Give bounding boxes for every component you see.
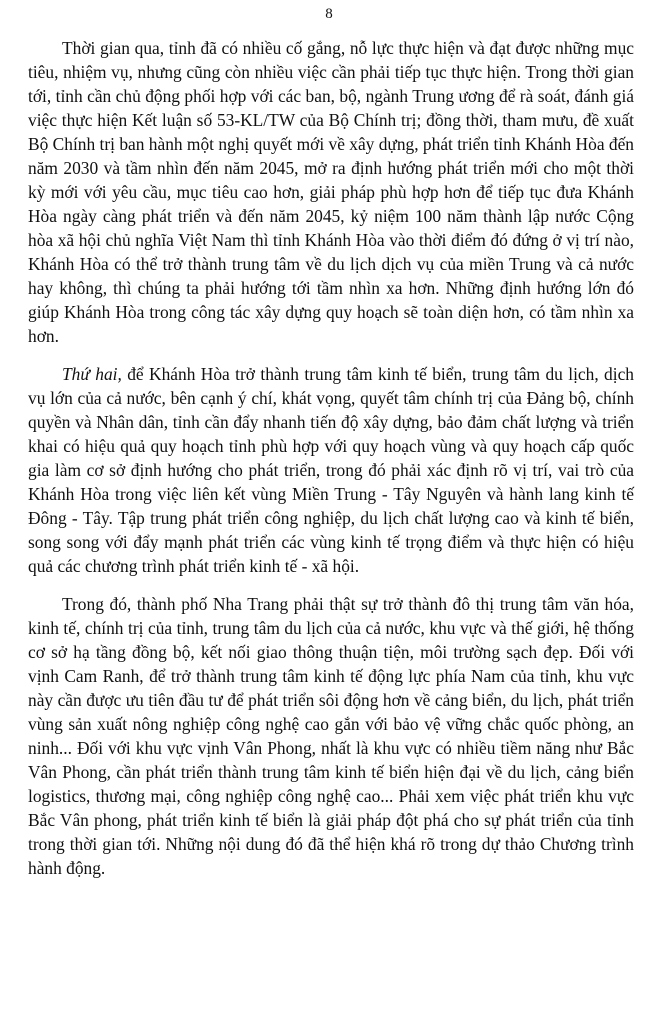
paragraph-2-text: để Khánh Hòa trở thành trung tâm kinh tế biển, trung tâm du lịch, dịch vụ lớn của cả nước, bên cạnh ý chí, khát vọng, quyết tâm chính trị của Đảng bộ, chính quyền và Nhân dân, tỉnh cần đẩy nhanh tiến độ xây dựng, bảo đảm chất lượng và triển khai có hiệu quả quy hoạch tỉnh phù hợp với quy hoạch vùng và quy hoạch cấp quốc gia làm cơ sở định hướng cho phát triển, trong đó phải xác định rõ vị trí, vai trò của Khánh Hòa trong việc liên kết vùng Miền Trung - Tây Nguyên và hành lang kinh tế Đông - Tây. Tập trung phát triển công nghiệp, du lịch chất lượng cao và kinh tế biển, song song với đẩy mạnh phát triển các vùng kinh tế trọng điểm và thực hiện có hiệu quả các chương trình phát triển kinh tế - xã hội. (28, 364, 634, 576)
paragraph-1 (28, 36, 634, 348)
paragraph-1-text: Thời gian qua, tỉnh đã có nhiều cố gắng, nỗ lực thực hiện và đạt được những mục tiêu, nhiệm vụ, nhưng cũng còn nhiều việc cần phải tiếp tục thực hiện. Trong thời gian tới, tỉnh cần chủ động phối hợp với các ban, bộ, ngành Trung ương để rà soát, đánh giá việc thực hiện Kết luận số 53-KL/TW của Bộ Chính trị; đồng thời, tham mưu, đề xuất Bộ Chính trị ban hành một nghị quyết mới về xây dựng, phát triển tỉnh Khánh Hòa đến năm 2030 và tầm nhìn đến năm 2045, mở ra định hướng phát triển mới cho một thời kỳ mới với yêu cầu, mục tiêu cao hơn, giải pháp phù hợp hơn để tiếp tục đưa Khánh Hòa ngày càng phát triển và đến năm 2045, kỷ niệm 100 năm thành lập nước Cộng hòa xã hội chủ nghĩa Việt Nam thì tỉnh Khánh Hòa vào thời điểm đó đứng ở vị trí nào, Khánh Hòa có thể trở thành trung tâm về du lịch dịch vụ của miền Trung và cả nước hay không, thì chúng ta phải hướng tới tầm nhìn xa hơn. Những định hướng lớn đó giúp Khánh Hòa trong công tác xây dựng quy hoạch sẽ toàn diện hơn, có tầm nhìn xa hơn. (28, 38, 634, 346)
paragraph-3 (28, 592, 634, 880)
page-number: 8 (325, 6, 333, 22)
paragraph-2 (28, 362, 634, 578)
paragraph-2-lead-italic: Thứ hai, (62, 364, 122, 384)
paragraph-3-text: Trong đó, thành phố Nha Trang phải thật sự trở thành đô thị trung tâm văn hóa, kinh tế, chính trị của tỉnh, trung tâm du lịch của cả nước, khu vực và thế giới, hệ thống cơ sở hạ tầng đồng bộ, kết nối giao thông thuận tiện, môi trường sạch đẹp. Đối với vịnh Cam Ranh, để trở thành trung tâm kinh tế động lực phía Nam của tỉnh, khu vực này cần được ưu tiên đầu tư để phát triển sôi động hơn về cảng biển, du lịch, phát triển vùng sản xuất nông nghiệp công nghệ cao gắn với bảo vệ vững chắc quốc phòng, an ninh... Đối với khu vực vịnh Vân Phong, nhất là khu vực có nhiều tiềm năng như Bắc Vân Phong, cần phát triển thành trung tâm kinh tế biển hiện đại về du lịch, cảng biển logistics, thương mại, công nghiệp công nghệ cao... Phải xem việc phát triển khu vực Bắc Vân phong, phát triển kinh tế biển là giải pháp đột phá cho sự phát triển của tỉnh trong thời gian tới. Những nội dung đó đã thể hiện khá rõ trong dự thảo Chương trình hành động. (28, 594, 634, 878)
document-body (28, 36, 634, 894)
